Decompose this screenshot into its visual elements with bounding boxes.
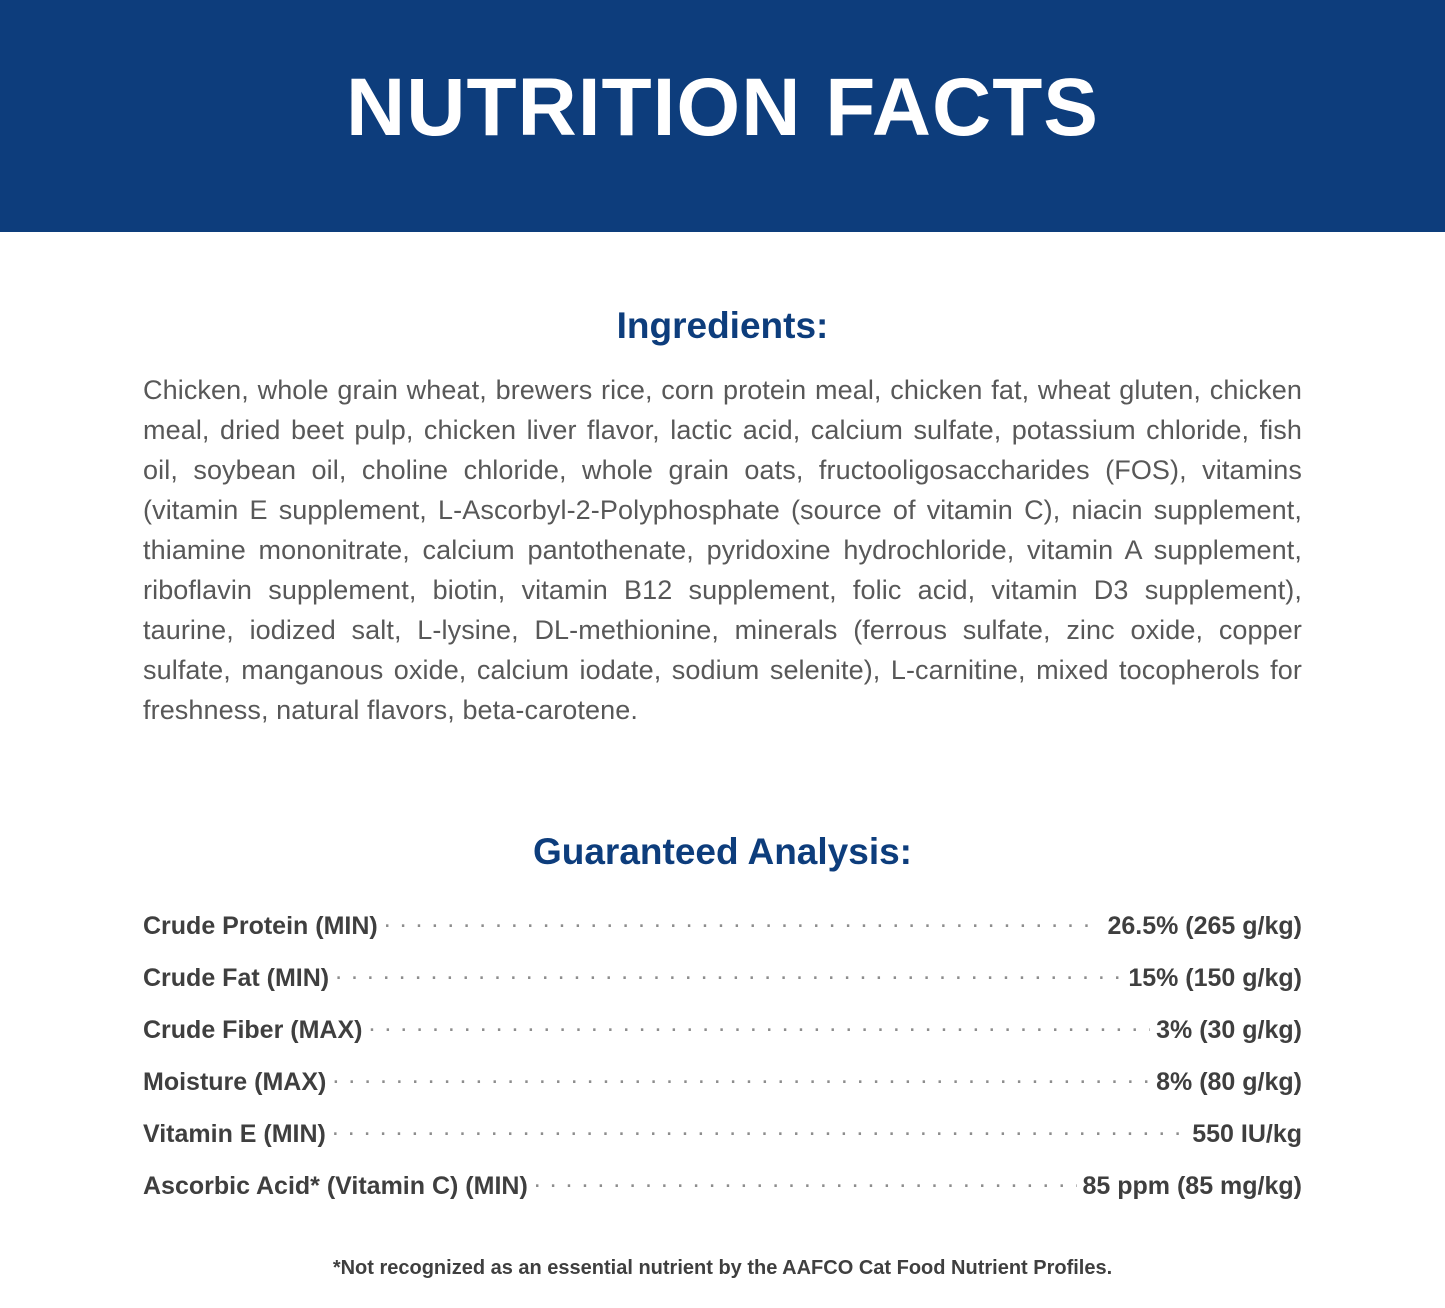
leader-dots xyxy=(368,1013,1150,1038)
page-header-banner xyxy=(0,0,1445,232)
nutrient-value: 550 IU/kg xyxy=(1192,1119,1302,1148)
table-row xyxy=(143,909,1302,941)
nutrient-label: Ascorbic Acid* (Vitamin C) (MIN) xyxy=(143,1171,528,1200)
nutrient-label: Crude Fat (MIN) xyxy=(143,963,330,992)
footnote-text: *Not recognized as an essential nutrient by the AAFCO Cat Food Nutrient Profiles. xyxy=(332,1256,1113,1279)
nutrient-value: 85 ppm (85 mg/kg) xyxy=(1082,1171,1302,1200)
ingredients-heading: Ingredients: xyxy=(616,305,829,346)
leader-dots xyxy=(332,1117,1186,1142)
nutrient-value: 8% (80 g/kg) xyxy=(1156,1067,1302,1096)
leader-dots xyxy=(335,961,1122,986)
table-row xyxy=(143,1117,1302,1149)
nutrient-value: 15% (150 g/kg) xyxy=(1128,963,1302,992)
guaranteed-analysis-heading: Guaranteed Analysis: xyxy=(532,830,913,872)
page-title: NUTRITION FACTS xyxy=(346,62,1099,153)
nutrient-label: Moisture (MAX) xyxy=(143,1067,327,1096)
table-row xyxy=(143,1065,1302,1097)
guaranteed-analysis-table xyxy=(143,909,1302,1201)
nutrient-label: Crude Fiber (MAX) xyxy=(143,1015,363,1044)
nutrient-value: 3% (30 g/kg) xyxy=(1156,1015,1302,1044)
leader-dots xyxy=(534,1169,1077,1194)
nutrient-value: 26.5% (265 g/kg) xyxy=(1107,911,1302,940)
leader-dots xyxy=(384,909,1102,934)
table-row xyxy=(143,1169,1302,1201)
ingredients-text: Chicken, whole grain wheat, brewers rice, corn protein meal, chicken fat, wheat gluten, chicken meal, dried beet pulp, chicken liver flavor, lactic acid, calcium sulfate, potassium chloride, fish oil, soybean oil, choline chloride, whole grain oats, fructooligosaccharides (FOS), vitamins (vitamin E supplement, L-Ascorbyl-2-Polyphosphate (source of vitamin C), niacin supplement, thiamine mononitrate, calcium pantothenate, pyridoxine hydrochloride, vitamin A supplement, riboflavin supplement, biotin, vitamin B12 supplement, folic acid, vitamin D3 supplement), taurine, iodized salt, L-lysine, DL-methionine, minerals (ferrous sulfate, zinc oxide, copper sulfate, manganous oxide, calcium iodate, sodium selenite), L-carnitine, mixed tocopherols for freshness, natural flavors, beta-carotene. xyxy=(143,375,1302,725)
leader-dots xyxy=(332,1065,1150,1090)
page-content xyxy=(0,232,1445,1280)
nutrient-label: Vitamin E (MIN) xyxy=(143,1119,326,1148)
table-row xyxy=(143,961,1302,993)
table-row xyxy=(143,1013,1302,1045)
nutrient-label: Crude Protein (MIN) xyxy=(143,911,378,940)
